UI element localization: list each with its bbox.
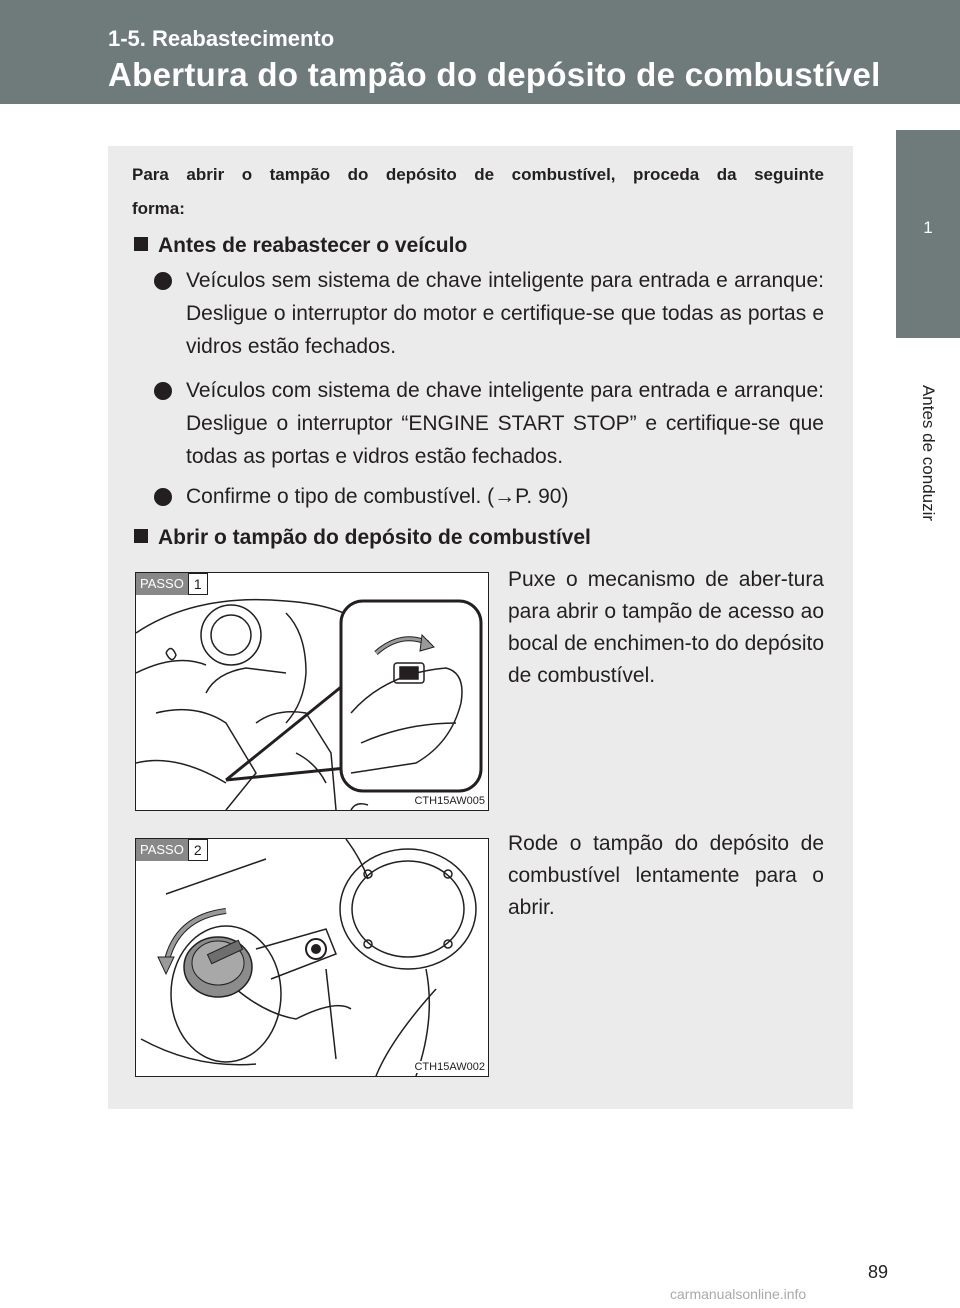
step-1-text: Puxe o mecanismo de aber-tura para abrir o tampão de acesso ao bocal de enchimen-to do depósito de combustível. [508, 568, 824, 687]
square-bullet-icon [134, 237, 148, 251]
page-number: 89 [868, 1262, 889, 1282]
page-header [0, 0, 960, 104]
bullet-dot-icon [154, 272, 172, 290]
bullet-dot-icon [154, 382, 172, 400]
figure-step-1 [135, 572, 489, 811]
chapter-label: Antes de conduzir [919, 384, 938, 522]
bullet-item [154, 264, 824, 363]
section-heading-open-cap [134, 526, 591, 550]
image-code: CTH15AW002 [414, 1061, 485, 1073]
step-badge [136, 573, 208, 595]
step-label: PASSO [136, 839, 188, 861]
step-2-text: Rode o tampão do depósito de combustível lentamente para o abrir. [508, 832, 824, 919]
step-number: 2 [188, 839, 208, 861]
heading-text: Antes de reabastecer o veículo [158, 234, 468, 257]
step-label: PASSO [136, 573, 188, 595]
bullet-text: Veículos sem sistema de chave inteligente para entrada e arranque: Desligue o interruptor do motor e certifique-se que todas as portas e vidros estão fechados. [186, 269, 824, 358]
bullet-item [154, 374, 824, 473]
page-title: Abertura do tampão do depósito de combustível [108, 56, 881, 93]
bullet-dot-icon [154, 488, 172, 506]
image-code: CTH15AW005 [414, 795, 485, 807]
step-number: 1 [188, 573, 208, 595]
watermark: carmanualsonline.info [670, 1286, 807, 1302]
figure-step-2 [135, 838, 489, 1077]
opener-lever-illustration [136, 573, 488, 810]
chapter-tab [896, 130, 960, 338]
square-bullet-icon [134, 529, 148, 543]
bullet-item [154, 480, 824, 513]
chapter-number: 1 [923, 218, 933, 237]
bullet-text: Veículos com sistema de chave inteligente para entrada e arranque: Desligue o interruptor “ENGINE START STOP” e certifique-se que todas as portas e vidros estão fechados. [186, 379, 824, 468]
fuel-cap-illustration [136, 839, 488, 1076]
step-badge [136, 839, 208, 861]
section-heading-before-refuel [134, 234, 467, 258]
section-title: 1-5. Reabastecimento [108, 26, 335, 51]
intro-text: Para abrir o tampão do depósito de combustível, proceda da seguinte forma: [132, 165, 824, 218]
chapter-label-area [896, 338, 960, 568]
heading-text: Abrir o tampão do depósito de combustível [158, 526, 591, 549]
bullet-text: Confirme o tipo de combustível. (→P. 90) [186, 485, 569, 508]
